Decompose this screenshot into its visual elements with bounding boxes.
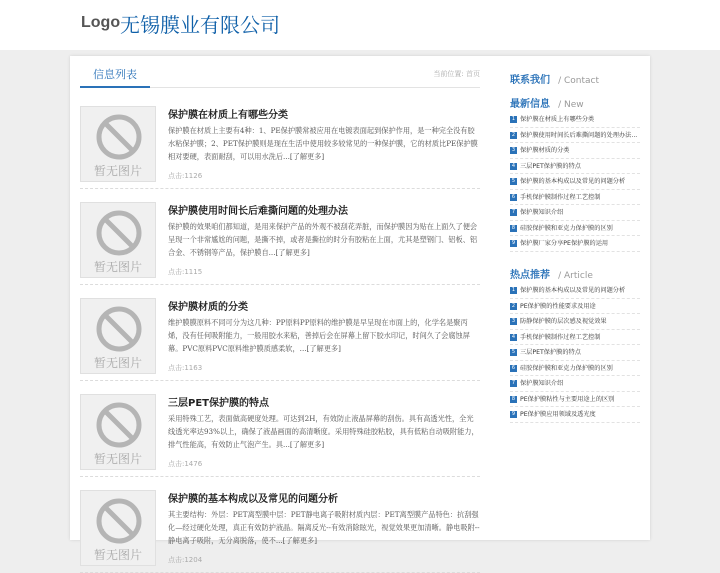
latest-subtitle: / New (558, 100, 584, 110)
hot-link[interactable]: PE保护膜粘性与主要用途上的区别 (520, 395, 615, 403)
news-title-link[interactable]: 三层PET保护膜的特点 (168, 398, 269, 409)
news-item (80, 189, 480, 285)
no-image-icon (93, 207, 145, 259)
rank-badge: 6 (511, 364, 516, 371)
hot-link[interactable]: 手机保护膜制作过程工艺控制 (520, 333, 601, 341)
rank-badge: 2 (511, 131, 516, 138)
rank-badge: 3 (511, 147, 516, 153)
read-more-link[interactable]: [了解更多] (282, 536, 318, 545)
latest-heading (510, 92, 640, 112)
rank-badge: 2 (511, 302, 516, 309)
hot-subtitle: / Article (558, 271, 593, 281)
hot-item[interactable] (510, 407, 640, 423)
contact-title[interactable]: 联系我们 (510, 75, 550, 86)
news-list (80, 93, 480, 573)
hot-item[interactable] (510, 314, 640, 330)
rank-badge: 9 (511, 411, 516, 417)
no-image-icon (93, 111, 145, 163)
rank-badge: 5 (511, 178, 516, 184)
hot-link[interactable]: 保护膜知识介绍 (520, 380, 564, 387)
news-thumbnail[interactable] (80, 298, 156, 374)
read-more-link[interactable]: [了解更多] (275, 248, 310, 257)
news-summary-text: 采用特殊工艺，表面做高硬度处理。可达到2H，有效防止液晶屏幕的刮伤。具有高透光性，全光线透光率达93%以上，确保了液晶画面的高清晰度。采用特殊硅胶粘胶，具有低粘自动吸附能力，排气性能高，有效防止气泡产生。具... (168, 414, 479, 449)
rank-badge: 8 (511, 395, 516, 402)
hot-title: 热点推荐 (510, 270, 550, 281)
read-more-link[interactable]: [了解更多] (289, 152, 325, 161)
latest-section (510, 92, 640, 252)
news-thumbnail[interactable] (80, 202, 156, 278)
hot-item[interactable] (510, 376, 640, 392)
hot-item[interactable] (510, 330, 640, 346)
site-name[interactable]: 无锡膜业有限公司 (120, 13, 280, 37)
news-summary-text: 保护膜的效果咱们都知道，是用来保护产品的外观不被刮花弄脏，而保护膜因为贴在上面久了便会呈现一个非常尴尬的问题，是撕不掉，或者是撕拉的时分有胶粘在上面，尤其是塑钢门、铝板、铝合金、不锈钢等产品，保护膜自... (168, 222, 478, 257)
news-title-link[interactable]: 保护膜在材质上有哪些分类 (168, 110, 288, 121)
hot-link[interactable]: 保护膜的基本构成以及常见的问题分析 (520, 287, 626, 294)
hot-item[interactable] (510, 345, 640, 361)
latest-link[interactable]: 保护膜材质的分类 (520, 147, 570, 154)
latest-item[interactable] (510, 112, 640, 128)
rank-badge: 6 (511, 193, 516, 200)
rank-badge: 8 (511, 224, 516, 231)
latest-item[interactable] (510, 221, 640, 237)
rank-badge: 7 (511, 380, 516, 386)
rank-badge: 1 (511, 116, 516, 122)
no-image-icon (93, 399, 145, 451)
news-summary-text: 保护膜在材质上主要有4种：1、PE保护膜常被应用在电镀表面起到保护作用，是一种完全没有胶水粘保护膜；2、PET保护膜则是现在生活中使用较多较常见的一种保护膜，它的材质比PE保护膜相对要硬，表面耐刮，可以用水洗后... (168, 126, 478, 161)
news-summary (168, 508, 480, 548)
news-thumbnail[interactable] (80, 490, 156, 566)
no-image-label: 暂无图片 (93, 548, 142, 562)
read-more-link[interactable]: [了解更多] (289, 440, 325, 449)
click-count: 点击:1163 (168, 364, 203, 372)
rank-badge: 4 (511, 333, 516, 340)
breadcrumb (429, 69, 480, 79)
contact-subtitle: / Contact (558, 76, 600, 86)
rank-badge: 5 (511, 349, 516, 355)
tab-info-list[interactable]: 信息列表 (80, 66, 150, 88)
news-title-link[interactable]: 保护膜使用时间长后难撕问题的处理办法 (168, 206, 348, 217)
site-header (0, 0, 720, 50)
news-item (80, 93, 480, 189)
contact-heading[interactable] (510, 68, 599, 87)
news-summary (168, 316, 480, 356)
news-summary-text: 其主要结构：外层：PET离型膜中层：PET静电离子吸附材质内层：PET离型膜产品特色：抗刮强化—经过硬化处理，真正有效防护液晶。隔离反光--有效消除眩光，视觉效果更加清晰。静电吸附--静电离子吸附，无分离脱落，使不... (168, 510, 480, 545)
news-summary (168, 412, 480, 452)
news-thumbnail[interactable] (80, 106, 156, 182)
hot-heading (510, 263, 640, 283)
hot-link[interactable]: 防静保护膜的层次感及视觉效果 (520, 318, 607, 325)
latest-item[interactable] (510, 143, 640, 159)
click-count: 点击:1204 (168, 556, 203, 564)
logo[interactable]: Logo (81, 14, 121, 31)
click-count: 点击:1126 (168, 172, 203, 180)
latest-item[interactable] (510, 174, 640, 190)
hot-link[interactable]: PE保护膜应用领域及透光度 (520, 411, 596, 418)
no-image-icon (93, 495, 145, 547)
rank-badge: 1 (511, 287, 516, 293)
latest-link[interactable]: 保护膜知识介绍 (520, 209, 564, 216)
news-item (80, 381, 480, 477)
main-header (80, 56, 480, 88)
rank-badge: 7 (511, 209, 516, 215)
read-more-link[interactable]: [了解更多] (306, 344, 341, 353)
latest-item[interactable] (510, 205, 640, 221)
news-summary-text: 维护膜膜原料不同可分为这几种：PP原料PP原料的维护膜是早呈现在市面上的，化学名是聚丙烯，没有任何吸附能力，一般用胶水来粘，善掉后会在屏幕上留下胶水印记，时间久了会腐蚀屏幕。PVC原料PVC原料维护膜质感柔软，... (168, 318, 470, 353)
hot-item[interactable] (510, 299, 640, 315)
latest-link[interactable]: 保护膜在材质上有哪些分类 (520, 116, 595, 123)
rank-badge: 3 (511, 318, 516, 324)
news-summary (168, 124, 480, 164)
latest-link[interactable]: 保护膜厂家分享PE保护膜的运用 (520, 240, 609, 247)
rank-badge: 9 (511, 240, 516, 246)
latest-item[interactable] (510, 190, 640, 206)
latest-list (510, 112, 640, 252)
latest-item[interactable] (510, 128, 640, 144)
latest-link[interactable]: 三层PET保护膜的特点 (520, 162, 581, 170)
no-image-label: 暂无图片 (93, 356, 142, 370)
latest-item[interactable] (510, 159, 640, 175)
no-image-icon (93, 303, 145, 355)
click-count: 点击:1476 (168, 460, 203, 468)
breadcrumb-home-link[interactable]: 首页 (466, 70, 480, 78)
hot-section (510, 263, 640, 423)
news-summary (168, 220, 480, 260)
hot-link[interactable]: PE保护膜的性能要求及用途 (520, 302, 596, 310)
hot-item[interactable] (510, 361, 640, 377)
content-card (70, 56, 650, 564)
hot-item[interactable] (510, 392, 640, 408)
rank-badge: 4 (511, 162, 516, 169)
news-title-link[interactable]: 保护膜材质的分类 (168, 302, 248, 313)
latest-link[interactable]: 保护膜的基本构成以及常见的问题分析 (520, 178, 626, 185)
hot-link[interactable]: 硅胶保护膜和亚克力保护膜的区别 (520, 364, 613, 372)
latest-item[interactable] (510, 236, 640, 252)
latest-link[interactable]: 手机保护膜制作过程工艺控制 (520, 193, 601, 201)
latest-link[interactable]: 硅胶保护膜和亚克力保护膜的区别 (520, 224, 613, 232)
hot-link[interactable]: 三层PET保护膜的特点 (520, 349, 581, 356)
hot-list (510, 283, 640, 423)
latest-title: 最新信息 (510, 99, 550, 110)
breadcrumb-label: 当前位置: (433, 70, 464, 78)
news-item (80, 285, 480, 381)
news-thumbnail[interactable] (80, 394, 156, 470)
hot-item[interactable] (510, 283, 640, 299)
no-image-label: 暂无图片 (93, 452, 142, 466)
news-item (80, 477, 480, 573)
news-title-link[interactable]: 保护膜的基本构成以及常见的问题分析 (168, 494, 338, 505)
click-count: 点击:1115 (168, 268, 203, 276)
no-image-label: 暂无图片 (93, 260, 142, 274)
no-image-label: 暂无图片 (93, 164, 142, 178)
latest-link[interactable]: 保护膜使用时间长后难撕问题的处理办法... (520, 131, 638, 139)
